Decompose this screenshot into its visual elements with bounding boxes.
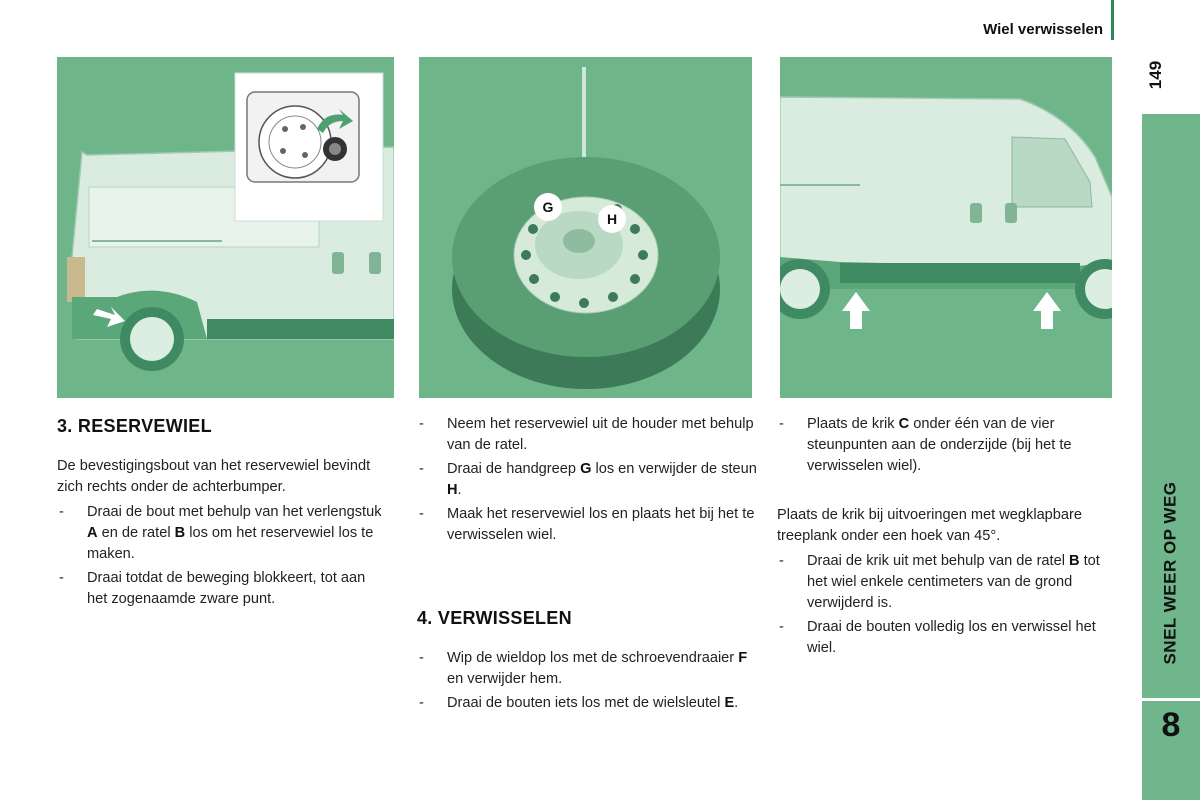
column-3: [777, 414, 1117, 662]
list-item-text: .: [457, 482, 462, 498]
key-label: A: [87, 525, 98, 541]
list-item-text: Draai de bouten iets los met de wielsleutel: [447, 695, 725, 711]
key-label: F: [738, 650, 748, 666]
list-item: [777, 617, 1117, 659]
chapter-label-text: SNEL WEER OP WEG: [1161, 481, 1181, 665]
van-rear-drawing: [57, 57, 394, 398]
chapter-label: [1142, 458, 1200, 688]
list-item-text: en verwijder hem.: [447, 671, 563, 687]
list-item: [777, 414, 1117, 477]
list-item-text: Draai totdat de beweging blokkeert, tot aan het zogenaamde zware punt.: [87, 570, 366, 607]
list-item-text: .: [734, 695, 739, 711]
list-item: [417, 693, 757, 714]
header-divider: [1111, 0, 1114, 40]
list-item-text: Draai de handgreep: [447, 461, 581, 477]
section-heading-change: 4. VERWISSELEN: [417, 608, 572, 628]
callout-label-h: H: [606, 211, 618, 227]
instruction-list: [417, 414, 757, 546]
spare-wheel-drawing: [419, 57, 752, 398]
key-label: E: [724, 695, 735, 711]
list-item-text: Neem het reservewiel uit de houder met behulp van de ratel.: [447, 416, 754, 453]
key-label: C: [898, 416, 910, 432]
key-label: G: [580, 461, 592, 477]
illustration-spare-wheel: [419, 57, 752, 398]
section-heading-spare-wheel: 3. RESERVEWIEL: [57, 416, 212, 436]
list-item: [57, 502, 389, 565]
illustration-jack-points: [780, 57, 1112, 398]
instruction-list: [777, 551, 1117, 659]
column-2: [417, 414, 757, 717]
list-item: [417, 459, 757, 501]
list-item-text: en de ratel: [97, 525, 175, 541]
chapter-number: 8: [1161, 706, 1181, 744]
list-item: [417, 648, 757, 690]
paragraph-note: Plaats de krik bij uitvoeringen met wegklapbare treeplank onder een hoek van 45°.: [777, 507, 1083, 544]
list-item-text: onder één van de vier steunpunten aan de onderzijde (bij het te verwisselen wiel).: [807, 416, 1072, 474]
list-item-text: los en verwijder de steun: [591, 461, 757, 477]
list-item-text: Maak het reservewiel los en plaats het bij het te verwisselen wiel.: [447, 506, 755, 543]
list-item-text: Plaats de krik: [807, 416, 899, 432]
key-label: B: [174, 525, 186, 541]
callout-label-g: G: [542, 199, 554, 215]
van-side-drawing: [780, 57, 1112, 398]
list-item-text: Draai de bouten volledig los en verwissel het wiel.: [807, 619, 1096, 656]
page-number-text: 149: [1146, 60, 1165, 90]
paragraph-intro: De bevestigingsbout van het reservewiel bevindt zich rechts onder de achterbumper.: [57, 458, 371, 495]
list-item: [417, 504, 757, 546]
key-label: B: [1069, 553, 1080, 569]
list-item-text: Draai de krik uit met behulp van de ratel: [807, 553, 1070, 569]
page-number: [1140, 58, 1172, 92]
instruction-list: [777, 414, 1117, 477]
list-item-text: Draai de bout met behulp van het verlengstuk: [87, 504, 382, 520]
chapter-divider: [1142, 698, 1200, 701]
column-1: [57, 414, 389, 613]
key-label: H: [447, 482, 458, 498]
list-item: [57, 568, 389, 610]
list-item-text: los om het reservewiel los te maken.: [87, 525, 374, 562]
list-item-text: Wip de wieldop los met de schroevendraaier: [447, 650, 739, 666]
list-item: [417, 414, 757, 456]
list-item-text: tot het wiel enkele centimeters van de grond verwijderd is.: [807, 553, 1100, 611]
instruction-list: [417, 648, 757, 714]
list-item: [777, 551, 1117, 614]
running-header-title: Wiel verwisselen: [983, 21, 1103, 38]
illustration-spare-wheel-bolt: [57, 57, 394, 398]
instruction-list: [57, 502, 389, 610]
